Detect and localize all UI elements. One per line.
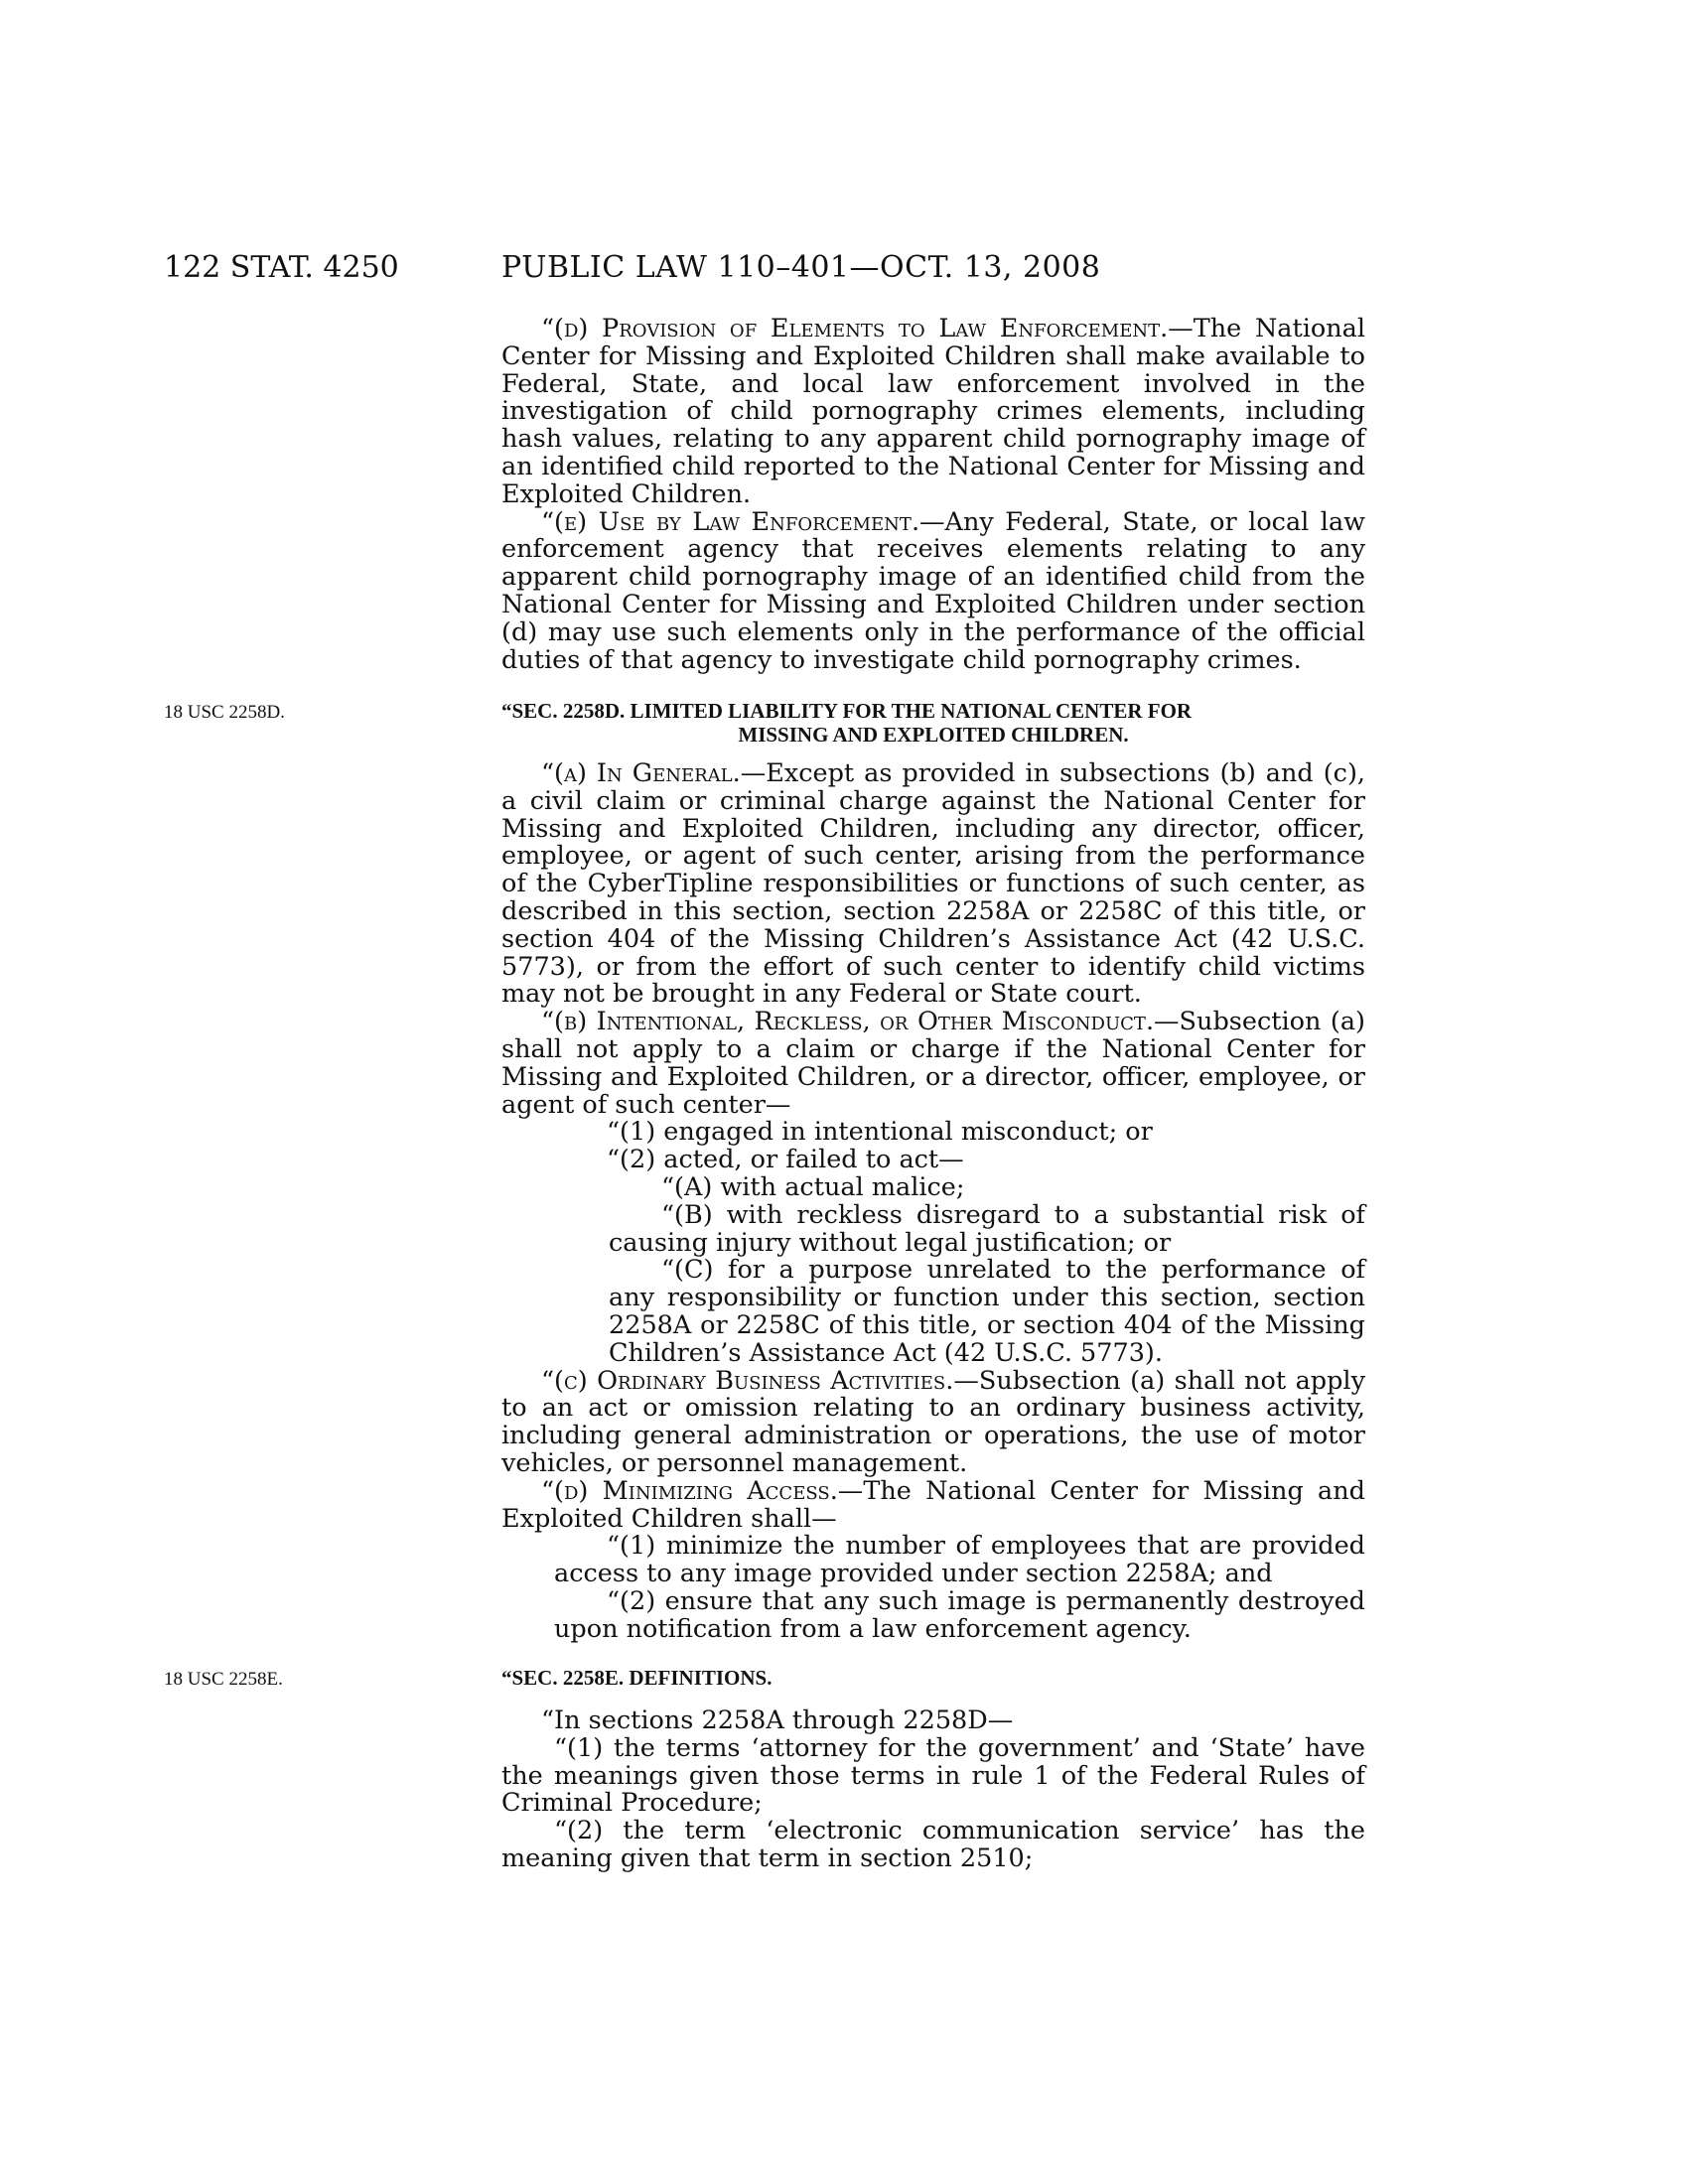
subsection-text: Except as provided in subsections (b) and (c), a civil claim or criminal charge against the National Center for Missing and Exploited Children, including any director, officer, employee, or agent of such center, arising from the performance of the CyberTipline responsibilities or functions of such center, as described in this section, section 2258A or 2258C of this title, or section 404 of the Missing Children’s Assistance Act (42 U.S.C. 5773), or from the effort of such center to identify child victims may not be brought in any Federal or State court. — [501, 758, 1365, 1010]
subsection-caption: “(c) Ordinary Business Activities.— — [541, 1365, 979, 1396]
margin-note-2258d: 18 USC 2258D. — [164, 702, 285, 723]
subsection-text: The National Center for Missing and Exploited Children shall make available to Federal, State, and local law enforcement involved in the investigation of child pornography crimes elements, including hash values, relating to any apparent child pornography image of an identified child reported to the National Center for Missing and Exploited Children. — [501, 314, 1366, 509]
definition-1: “(1) the terms ‘attorney for the government’ and ‘State’ have the meanings given those terms in rule 1 of the Federal Rules of Criminal Procedure; — [501, 1732, 1365, 1819]
subsection-e-use — [501, 506, 1365, 675]
sec-2258e-body — [501, 1707, 1365, 1873]
public-law-title: PUBLIC LAW 110–401—OCT. 13, 2008 — [501, 250, 1101, 285]
sec-2258c-continuation — [501, 316, 1365, 674]
subsection-text: Subsection (a) shall not apply to an act or omission relating to an ordinary business activity, including general administration or operations, the use of motor vehicles, or personnel management. — [501, 1365, 1365, 1478]
sec-2258d-body — [501, 760, 1365, 1644]
subparagraph-b2b: “(B) with reckless disregard to a substantial risk of causing injury without legal justification; or — [609, 1199, 1365, 1258]
subparagraph-b2c: “(C) for a purpose unrelated to the performance of any responsibility or function under this section, section 2258A or 2258C of this title, or section 404 of the Missing Children’s Assistance Act (42 U.S.C. 5773). — [609, 1255, 1365, 1368]
margin-note-2258e: 18 USC 2258E. — [164, 1669, 283, 1690]
subsection-text: Subsection (a) shall not apply to a claim or charge if the National Center for Missing and Exploited Children, or a director, officer, employee, or agent of such center— — [501, 1007, 1365, 1120]
section-heading-2258d — [501, 699, 1365, 747]
statute-page-number: 122 STAT. 4250 — [164, 250, 399, 285]
subsection-caption: “(d) Minimizing Access.— — [541, 1475, 864, 1506]
subsection-b-misconduct — [501, 1009, 1365, 1119]
subsection-c-business — [501, 1365, 1365, 1478]
page-header — [0, 250, 1688, 290]
heading-line-2: MISSING AND EXPLOITED CHILDREN. — [738, 723, 1129, 747]
subsection-text: The National Center for Missing and Exploited Children shall— — [501, 1475, 1365, 1534]
paragraph-b2: “(2) acted, or failed to act— — [607, 1145, 964, 1175]
subsection-a-general — [501, 760, 1365, 1009]
subparagraph-b2a: “(A) with actual malice; — [661, 1171, 965, 1202]
subsection-caption: “(a) In General.— — [541, 758, 767, 788]
section-heading-2258e: “SEC. 2258E. DEFINITIONS. — [501, 1666, 773, 1690]
paragraph-d2: “(2) ensure that any such image is permanently destroyed upon notification from a law enforcement agency. — [554, 1585, 1365, 1644]
subsection-d-minimizing — [501, 1475, 1365, 1534]
paragraph-b1: “(1) engaged in intentional misconduct; or — [607, 1117, 1153, 1148]
definitions-intro: “In sections 2258A through 2258D— — [541, 1706, 1014, 1735]
subsection-caption: “(b) Intentional, Reckless, or Other Misconduct.— — [541, 1007, 1180, 1037]
subsection-d-provision — [501, 316, 1365, 509]
subsection-text: Any Federal, State, or local law enforcement agency that receives elements relating to any apparent child pornography image of an identified child from the National Center for Missing and Exploited Children under section (d) may use such elements only in the performance of the official duties of that agency to investigate child pornography crimes. — [501, 506, 1365, 675]
definition-2: “(2) the term ‘electronic communication service’ has the meaning given that term in section 2510; — [501, 1816, 1365, 1873]
subsection-caption: “(e) Use by Law Enforcement.— — [541, 506, 945, 537]
heading-line-1: “SEC. 2258D. LIMITED LIABILITY FOR THE NATIONAL CENTER FOR — [501, 699, 1193, 723]
paragraph-d1: “(1) minimize the number of employees that are provided access to any image provided under section 2258A; and — [554, 1531, 1365, 1589]
subsection-caption: “(d) Provision of Elements to Law Enforcement.— — [541, 314, 1194, 343]
